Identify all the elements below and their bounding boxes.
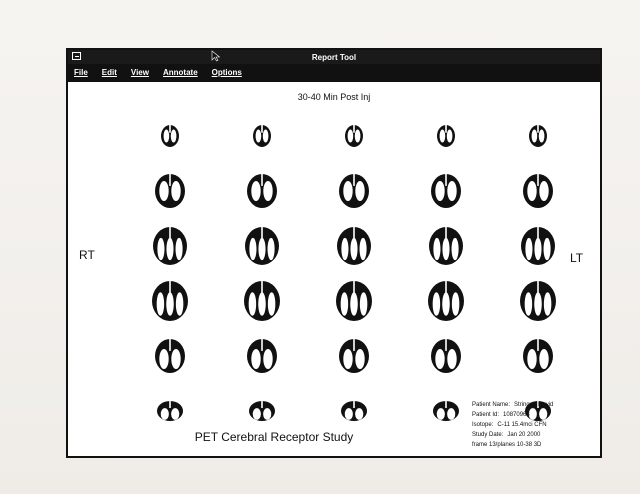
pet-brain-scan-icon	[332, 222, 376, 270]
brain-slice	[308, 108, 400, 163]
study-date-value: Jan 20 2000	[507, 432, 541, 438]
report-canvas	[68, 82, 600, 456]
brain-slice	[216, 218, 308, 273]
pet-brain-scan-icon	[516, 332, 560, 380]
window-menu-icon[interactable]	[72, 52, 81, 60]
brain-slice	[124, 328, 216, 383]
pet-brain-scan-icon	[148, 277, 192, 325]
patient-name-label: Patient Name:	[472, 402, 511, 408]
pet-brain-scan-icon	[424, 387, 468, 435]
pet-brain-scan-icon	[148, 167, 192, 215]
pet-brain-scan-icon	[332, 277, 376, 325]
patient-id-label: Patient Id:	[472, 412, 500, 418]
brain-slice	[308, 328, 400, 383]
scan-grid	[124, 108, 584, 438]
pet-brain-scan-icon	[148, 112, 192, 160]
pet-brain-scan-icon	[148, 222, 192, 270]
brain-slice	[124, 218, 216, 273]
pet-brain-scan-icon	[424, 222, 468, 270]
frame-info: frame 13/planes 10-38 3D	[472, 442, 542, 448]
pet-brain-scan-icon	[332, 387, 376, 435]
isotope-row	[472, 420, 553, 430]
brain-slice	[492, 163, 584, 218]
pet-brain-scan-icon	[332, 112, 376, 160]
pet-brain-scan-icon	[516, 277, 560, 325]
menu-file[interactable]: File	[74, 67, 88, 77]
pet-brain-scan-icon	[424, 332, 468, 380]
brain-slice	[124, 108, 216, 163]
study-date-label: Study Date:	[472, 432, 504, 438]
pet-brain-scan-icon	[148, 332, 192, 380]
report-tool-window	[66, 48, 602, 458]
menu-view[interactable]: View	[130, 67, 149, 77]
pet-brain-scan-icon	[332, 167, 376, 215]
menu-bar	[68, 64, 600, 80]
pet-brain-scan-icon	[240, 112, 284, 160]
pet-brain-scan-icon	[424, 167, 468, 215]
brain-slice	[124, 273, 216, 328]
pet-brain-scan-icon	[240, 332, 284, 380]
patient-id-row	[472, 410, 553, 420]
brain-slice	[308, 273, 400, 328]
timepoint-label: 30-40 Min Post Inj	[297, 92, 371, 102]
brain-slice	[492, 273, 584, 328]
cursor-arrow-icon	[211, 50, 221, 62]
pet-brain-scan-icon	[240, 387, 284, 435]
brain-slice	[216, 273, 308, 328]
pet-brain-scan-icon	[240, 277, 284, 325]
brain-slice	[400, 273, 492, 328]
left-side-label: LT	[570, 251, 584, 265]
patient-name-row	[472, 400, 553, 410]
brain-slice	[492, 108, 584, 163]
brain-slice	[400, 163, 492, 218]
menu-annotate[interactable]: Annotate	[162, 67, 198, 77]
pet-brain-scan-icon	[148, 387, 192, 435]
brain-slice	[124, 163, 216, 218]
menu-options[interactable]: Options	[211, 67, 242, 77]
brain-slice	[400, 108, 492, 163]
pet-brain-scan-icon	[424, 277, 468, 325]
pet-brain-scan-icon	[516, 167, 560, 215]
right-side-label: RT	[79, 248, 95, 262]
isotope-value: C-11 15.4mci CFN	[497, 422, 547, 428]
isotope-label: Isotope:	[472, 422, 494, 428]
brain-slice	[492, 328, 584, 383]
study-title: PET Cerebral Receptor Study	[194, 430, 354, 444]
pet-brain-scan-icon	[240, 167, 284, 215]
brain-slice	[216, 163, 308, 218]
pet-brain-scan-icon	[516, 112, 560, 160]
brain-slice	[400, 328, 492, 383]
pet-brain-scan-icon	[516, 222, 560, 270]
pet-brain-scan-icon	[332, 332, 376, 380]
study-date-row	[472, 430, 553, 440]
brain-slice	[308, 163, 400, 218]
patient-name-value: Stringer, David	[514, 402, 554, 408]
brain-slice	[400, 218, 492, 273]
pet-brain-scan-icon	[240, 222, 284, 270]
brain-slice	[216, 328, 308, 383]
brain-slice	[216, 108, 308, 163]
patient-info	[472, 400, 553, 450]
pet-brain-scan-icon	[424, 112, 468, 160]
patient-id-value: 10870963	[503, 412, 530, 418]
brain-slice	[308, 218, 400, 273]
title-bar	[68, 50, 600, 64]
menu-edit[interactable]: Edit	[101, 67, 117, 77]
window-title: Report Tool	[311, 52, 357, 62]
frame-row	[472, 440, 553, 450]
